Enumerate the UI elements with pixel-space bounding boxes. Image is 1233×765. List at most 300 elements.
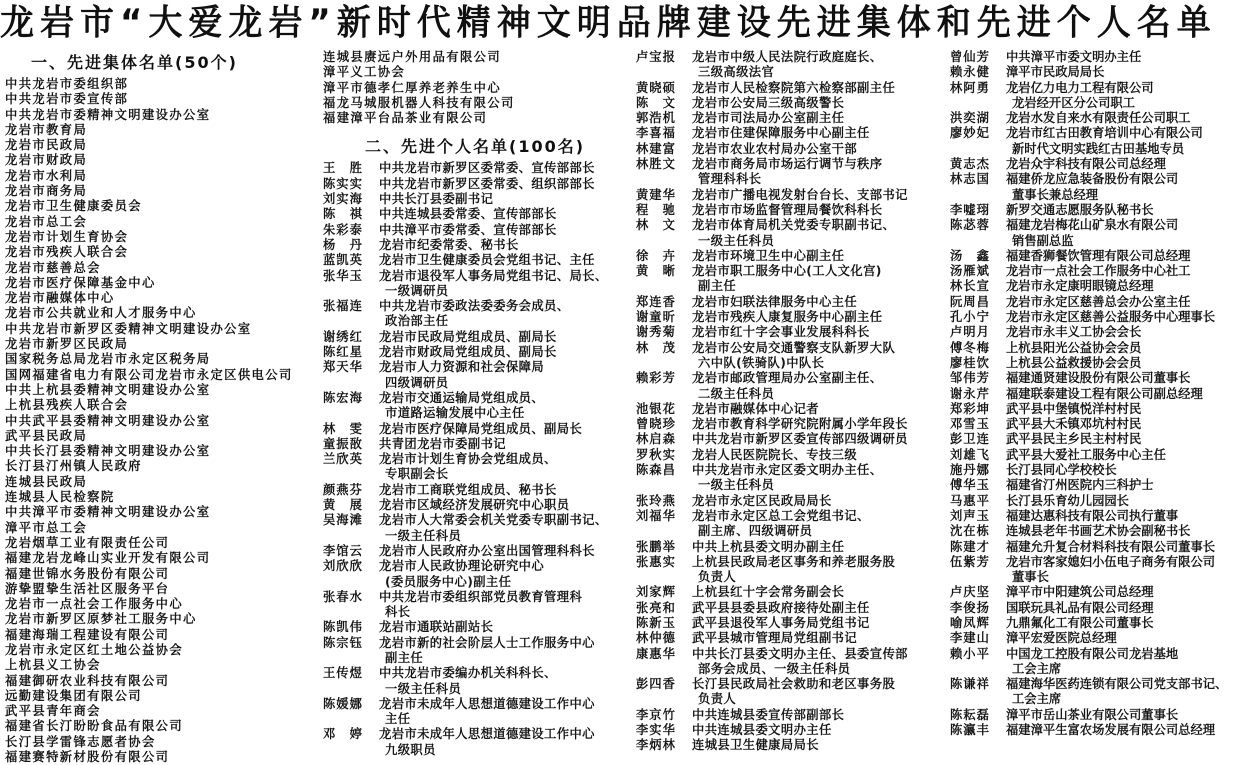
person-row (636, 677, 946, 708)
person-title: 长汀县同心学校校长 (1006, 463, 1117, 478)
person-row (950, 203, 1233, 218)
org-item: 龙岩市融媒体中心 (5, 291, 115, 306)
person-row (950, 218, 1233, 249)
person-row (950, 126, 1233, 157)
person-name: 施丹娜 (950, 463, 990, 478)
person-title: 龙岩市永丰义工协会会长 (1006, 325, 1142, 340)
person-title: 龙岩市融媒体中心记者 (692, 401, 819, 416)
person-title: 武平县县委县政府接待处副主任 (692, 600, 870, 615)
person-row (950, 81, 1233, 112)
person-name: 李炳林 (636, 738, 676, 753)
collectives-column-2-and-individuals (323, 50, 631, 758)
person-name: 陈谦祥 (950, 677, 990, 692)
person-name: 赖彩芳 (636, 371, 676, 386)
person-row (950, 295, 1233, 310)
person-name: 陈瀛丰 (950, 723, 990, 738)
org-item: 龙岩市总工会 (5, 214, 88, 229)
person-name: 张春水 (323, 589, 363, 604)
person-name: 李京竹 (636, 707, 676, 722)
person-row (323, 345, 631, 360)
person-title: 龙岩市广播电视发射台台长、支部书记 (692, 187, 908, 202)
person-name: 林志国 (950, 172, 990, 187)
person-row (950, 417, 1233, 432)
person-title: 武平县大爱社工服务中心主任 (1006, 447, 1166, 462)
person-name: 刘实海 (323, 192, 363, 207)
org-item: 中共漳平市委精神文明建设办公室 (5, 505, 211, 520)
person-name: 林建富 (636, 141, 676, 156)
org-item: 上杭县义工协会 (5, 658, 101, 673)
person-name: 陈实实 (323, 176, 363, 191)
person-title: 龙岩市民政局党组成员、副局长 (379, 329, 557, 344)
person-row (323, 452, 631, 483)
person-name: 林启森 (636, 432, 676, 447)
person-row (323, 437, 631, 452)
person-title: 上杭县民政局老区事务和养老服务股 负责人 (692, 554, 896, 585)
person-name: 陈凯伟 (323, 620, 363, 635)
org-item: 福建赛特新材股份有限公司 (5, 750, 170, 765)
person-title: 长汀县乐育幼儿园园长 (1006, 493, 1129, 508)
person-name: 刘福华 (636, 508, 676, 523)
org-item: 龙岩市医疗保障基金中心 (5, 275, 156, 290)
person-name: 王传煜 (323, 666, 363, 681)
person-name: 傅华玉 (950, 478, 990, 493)
individuals-column-3 (950, 50, 1233, 738)
org-item: 国家税务总局龙岩市永定区税务局 (5, 352, 211, 367)
person-row (636, 585, 946, 600)
org-item: 远勤建设集团有限公司 (5, 688, 142, 703)
person-title: 中共龙岩市永定区委文明办主任、 一级主任科员 (692, 463, 883, 493)
person-title: 上杭县阳光公益协会会员 (1006, 340, 1142, 355)
person-name: 陈新玉 (636, 615, 676, 630)
person-row (950, 249, 1233, 264)
person-name: 张鹏举 (636, 539, 676, 554)
person-title: 中共龙岩市新罗区委常委、宣传部部长 (379, 161, 595, 176)
person-row (636, 631, 946, 646)
org-item: 福建龙岩龙峰山实业开发有限公司 (5, 551, 211, 566)
person-title: 中国龙工控股有限公司龙岩基地 工会主席 (1006, 646, 1179, 676)
person-name: 曾仙芳 (950, 50, 990, 64)
person-title: 龙岩市商务局市场运行调节与秩序 管理科科长 (692, 157, 883, 187)
person-name: 郑天华 (323, 360, 363, 375)
person-title: 龙岩亿力电力工程有限公司 龙岩经开区分公司职工 (1006, 80, 1154, 110)
person-name: 陈 祺 (323, 207, 363, 222)
person-row (323, 590, 631, 621)
person-name: 邓 婷 (323, 727, 363, 742)
person-row (636, 111, 946, 126)
person-row (950, 325, 1233, 340)
person-title: 龙岩市残疾人康复服务中心副主任 (692, 310, 883, 325)
person-name: 刘声玉 (950, 508, 990, 523)
person-row (323, 177, 631, 192)
person-name: 喻凤辉 (950, 615, 990, 630)
person-title: 上杭县公益救援协会会员 (1006, 355, 1142, 370)
person-name: 邹伟芳 (950, 371, 990, 386)
person-row (636, 738, 946, 753)
person-name: 陈森昌 (636, 463, 676, 478)
person-title: 龙岩市人民政协理论研究中心 (委员服务中心)副主任 (379, 559, 545, 589)
person-name: 郭浩机 (636, 111, 676, 126)
individuals-list-1 (323, 161, 631, 758)
person-row (636, 402, 946, 417)
person-name: 林仲德 (636, 631, 676, 646)
person-row (323, 207, 631, 222)
person-name: 李嘘珝 (950, 202, 990, 217)
org-item: 龙岩市慈善总会 (5, 260, 101, 275)
person-row (636, 509, 946, 540)
person-name: 黄志杰 (950, 157, 990, 172)
person-name: 谢童昕 (636, 310, 676, 325)
person-title: 福建省汀州医院内三科护士 (1006, 478, 1154, 493)
person-title: 漳平宏爱医院总经理 (1006, 631, 1117, 646)
person-row (950, 172, 1233, 203)
person-name: 赖永健 (950, 65, 990, 80)
person-title: 福建通贤建设股份有限公司董事长 (1006, 371, 1191, 386)
person-title: 长汀县民政局社会救助和老区事务股 负责人 (692, 677, 896, 707)
org-item: 连城县人民检察院 (5, 490, 115, 505)
org-item: 龙岩市民政局 (5, 138, 88, 153)
person-title: 连城县老年书画艺术协会副秘书长 (1006, 524, 1191, 539)
person-name: 卢明月 (950, 325, 990, 340)
person-title: 龙岩市交通运输局党组成员、 市道路运输发展中心主任 (379, 390, 545, 421)
person-title: 龙岩众宇科技有限公司总经理 (1006, 157, 1166, 172)
person-title: 福建联泰建设工程有限公司副总经理 (1006, 386, 1203, 401)
person-name: 陈苾蓉 (950, 218, 990, 233)
person-row (323, 513, 631, 544)
collectives-list-1 (5, 77, 317, 765)
person-row (950, 540, 1233, 555)
person-name: 张华玉 (323, 268, 363, 283)
person-name: 王 胜 (323, 161, 363, 176)
person-name: 程 驰 (636, 202, 676, 217)
person-title: 龙岩市公安局三级高级警长 (692, 95, 845, 110)
person-row (323, 422, 631, 437)
person-title: 龙岩市永定康明眼镜总经理 (1006, 279, 1154, 294)
person-title: 龙岩市农业农村局办公室干部 (692, 141, 858, 156)
person-row (323, 697, 631, 728)
collectives-list-2 (323, 50, 631, 126)
person-name: 兰欣英 (323, 452, 363, 467)
person-row (323, 559, 631, 590)
person-row (950, 264, 1233, 279)
person-row (323, 269, 631, 300)
person-name: 洪奕湖 (950, 111, 990, 126)
person-name: 张惠实 (636, 554, 676, 569)
person-row (636, 540, 946, 555)
person-name: 黄 展 (323, 498, 363, 513)
person-name: 傅冬梅 (950, 340, 990, 355)
person-name: 刘欣欣 (323, 559, 363, 574)
person-title: 龙岩市一点社会工作服务中心社工 (1006, 264, 1191, 279)
person-row (636, 341, 946, 372)
person-name: 陈耘磊 (950, 707, 990, 722)
person-row (636, 188, 946, 203)
person-row (323, 299, 631, 330)
person-title: 龙岩市教育科学研究院附属小学年段长 (692, 417, 908, 432)
org-item: 中共长汀县委精神文明建设办公室 (5, 444, 211, 459)
person-row (636, 126, 946, 141)
org-item: 上杭县残疾人联合会 (5, 398, 129, 413)
person-name: 汤 鑫 (950, 248, 990, 263)
person-title: 福建侨龙应急装备股份有限公司 董事长兼总经理 (1006, 172, 1179, 202)
person-title: 龙岩市未成年人思想道德建设工作中心 主任 (379, 696, 595, 727)
person-title: 龙岩市财政局党组成员、副局长 (379, 345, 557, 360)
person-title: 武平县民主乡民主村村民 (1006, 432, 1142, 447)
section-heading-collectives: 一、先进集体名单(50个) (31, 53, 238, 72)
person-title: 漳平市中阳建筑公司总经理 (1006, 585, 1154, 600)
person-name: 陈媛娜 (323, 696, 363, 711)
person-title: 九鼎氟化工有限公司董事长 (1006, 615, 1154, 630)
person-title: 国联玩具礼品有限公司经理 (1006, 600, 1154, 615)
person-row (636, 203, 946, 218)
person-title: 福建允升复合材料科技有限公司董事长 (1006, 539, 1216, 554)
individuals-list-2 (636, 50, 946, 754)
person-row (950, 65, 1233, 80)
org-item: 福建世锦水务股份有限公司 (5, 566, 170, 581)
org-item: 龙岩市水利局 (5, 168, 88, 183)
person-row (950, 631, 1233, 646)
person-row (323, 498, 631, 513)
person-title: 漳平市民政局局长 (1006, 65, 1105, 80)
section-heading-individuals: 二、先进个人名单(100名) (365, 137, 586, 157)
person-name: 郑连香 (636, 294, 676, 309)
person-title: 龙岩市住建保障服务中心副主任 (692, 126, 870, 141)
person-row (636, 723, 946, 738)
person-row (950, 494, 1233, 509)
person-row (323, 161, 631, 176)
person-name: 黄建华 (636, 187, 676, 202)
person-row (950, 708, 1233, 723)
org-item: 中共上杭县委精神文明建设办公室 (5, 382, 211, 397)
person-title: 福建龙岩梅花山矿泉水有限公司 销售副总监 (1006, 218, 1179, 248)
org-item: 连城县赓远户外用品有限公司 (323, 50, 502, 64)
person-name: 杨 丹 (323, 237, 363, 252)
person-row (323, 223, 631, 238)
person-row (950, 647, 1233, 678)
person-name: 张福连 (323, 299, 363, 314)
individuals-column-2 (636, 50, 946, 754)
person-name: 谢绣红 (323, 329, 363, 344)
person-name: 陈红星 (323, 345, 363, 360)
person-name: 林胜文 (636, 157, 676, 172)
person-title: 中共龙岩市委组织部党员教育管理科 科长 (379, 589, 583, 620)
person-name: 林长宣 (950, 279, 990, 294)
person-name: 廖妙妃 (950, 126, 990, 141)
person-title: 龙岩市永定区总工会党组书记、 副主席、四级调研员 (692, 508, 870, 539)
person-name: 马惠平 (950, 493, 990, 508)
person-title: 中共龙岩市新罗区委宣传部四级调研员 (692, 432, 908, 447)
person-name: 林 雯 (323, 421, 363, 436)
person-row (636, 81, 946, 96)
person-row (950, 371, 1233, 386)
person-title: 龙岩市未成年人思想道德建设工作中心 九级职员 (379, 727, 595, 757)
person-name: 卢宝报 (636, 50, 676, 64)
person-title: 龙岩市妇联法律服务中心主任 (692, 294, 858, 309)
person-row (323, 727, 631, 758)
person-name: 颜燕芬 (323, 482, 363, 497)
person-title: 福建漳平生富农场发展有限公司总经理 (1006, 723, 1216, 738)
org-item: 长汀县学雷锋志愿者协会 (5, 734, 156, 749)
person-name: 黄 晰 (636, 264, 676, 279)
org-item: 漳平义工协会 (323, 65, 406, 80)
person-row (950, 111, 1233, 126)
person-row (950, 524, 1233, 539)
person-title: 龙岩市人大常委会机关党委专职副书记、 一级主任科员 (379, 513, 608, 543)
person-row (636, 555, 946, 586)
org-item: 武平县青年商会 (5, 704, 101, 719)
person-name: 黄晓硕 (636, 80, 676, 95)
person-row (636, 601, 946, 616)
person-row (636, 647, 946, 678)
org-item: 龙岩市计划生育协会 (5, 229, 129, 244)
person-row (950, 463, 1233, 478)
person-row (636, 310, 946, 325)
org-item: 龙岩市残疾人联合会 (5, 245, 129, 260)
person-title: 龙岩市邮政管理局办公室副主任、 二级主任科员 (692, 371, 883, 401)
person-name: 沈在栋 (950, 524, 990, 539)
person-row (636, 157, 946, 188)
person-title: 龙岩市人民检察院第六检察部副主任 (692, 80, 896, 95)
person-row (950, 723, 1233, 738)
person-title: 福建海华医药连锁有限公司党支部书记、 工会主席 (1006, 677, 1228, 707)
person-title: 龙岩市客家媳妇小伍电子商务有限公司 董事长 (1006, 554, 1216, 585)
person-title: 龙岩水发自来水有限责任公司职工 (1006, 111, 1191, 126)
person-title: 武平县城市管理局党组副书记 (692, 631, 858, 646)
person-name: 伍紫芳 (950, 554, 990, 569)
person-title: 中共连城县委宣传部副部长 (692, 707, 845, 722)
person-row (636, 50, 946, 81)
person-row (950, 555, 1233, 586)
person-row (950, 601, 1233, 616)
person-name: 谢永芹 (950, 386, 990, 401)
person-title: 龙岩市永定区慈善总会办公室主任 (1006, 294, 1191, 309)
org-item: 中共龙岩市委宣传部 (5, 92, 129, 107)
person-title: 龙岩市司法局办公室副主任 (692, 111, 845, 126)
person-row (950, 432, 1233, 447)
org-item: 中共龙岩市新罗区委精神文明建设办公室 (5, 321, 252, 336)
person-title: 龙岩人民医院院长、专技三级 (692, 447, 858, 462)
person-name: 康惠华 (636, 646, 676, 661)
person-title: 龙岩市市场监督管理局餐饮科科长 (692, 202, 883, 217)
person-name: 陈 文 (636, 95, 676, 110)
person-title: 武平县退役军人事务局党组书记 (692, 615, 870, 630)
person-title: 龙岩市红十字会事业发展科科长 (692, 325, 870, 340)
person-title: 中共漳平市委文明办主任 (1006, 50, 1142, 64)
person-name: 卢庆坚 (950, 585, 990, 600)
person-row (323, 391, 631, 422)
person-name: 林 文 (636, 218, 676, 233)
person-title: 龙岩市职工服务中心(工人文化宫) 副主任 (692, 264, 882, 294)
person-name: 徐 卉 (636, 248, 676, 263)
person-row (323, 238, 631, 253)
person-row (950, 478, 1233, 493)
person-row (950, 509, 1233, 524)
person-title: 新罗交通志愿服务队秘书长 (1006, 202, 1154, 217)
person-name: 曾晓珍 (636, 417, 676, 432)
person-name: 童振敔 (323, 436, 363, 451)
person-row (950, 50, 1233, 65)
person-title: 福建香狮餐饮管理有限公司总经理 (1006, 248, 1191, 263)
person-title: 龙岩市永定区慈善公益服务中心理事长 (1006, 310, 1216, 325)
org-item: 龙岩市财政局 (5, 153, 88, 168)
org-item: 福建省长汀盼盼食品有限公司 (5, 719, 184, 734)
person-row (950, 279, 1233, 294)
person-row (323, 330, 631, 345)
person-name: 林阿勇 (950, 80, 990, 95)
person-row (636, 448, 946, 463)
person-name: 汤雁斌 (950, 264, 990, 279)
org-item: 龙岩市卫生健康委员会 (5, 199, 142, 214)
person-row (950, 616, 1233, 631)
person-title: 龙岩市体育局机关党委专职副书记、 一级主任科员 (692, 218, 896, 248)
person-name: 彭四香 (636, 677, 676, 692)
person-row (323, 636, 631, 667)
person-row (323, 666, 631, 697)
person-row (636, 264, 946, 295)
person-name: 阮周昌 (950, 294, 990, 309)
org-item: 龙岩市新罗区民政局 (5, 337, 129, 352)
org-item: 漳平市总工会 (5, 520, 88, 535)
person-name: 李喜福 (636, 126, 676, 141)
person-name: 朱彩泰 (323, 222, 363, 237)
org-item: 龙岩市教育局 (5, 122, 88, 137)
org-item: 中共武平县委精神文明建设办公室 (5, 413, 211, 428)
page-title: 龙岩市“大爱龙岩”新时代精神文明品牌建设先进集体和先进个人名单 (0, 2, 1217, 44)
person-name: 赖小平 (950, 646, 990, 661)
person-title: 龙岩市人力资源和社会保障局 四级调研员 (379, 360, 545, 390)
org-item: 福建海瑞工程建设有限公司 (5, 627, 170, 642)
person-name: 陈建才 (950, 539, 990, 554)
person-name: 邓雪玉 (950, 417, 990, 432)
org-item: 龙岩市新罗区原梦社工服务中心 (5, 612, 197, 627)
person-title: 中共长汀县委副书记 (379, 192, 494, 207)
person-row (950, 585, 1233, 600)
org-item: 长汀县汀州镇人民政府 (5, 459, 142, 474)
org-item: 连城县民政局 (5, 474, 88, 489)
org-item: 龙岩市永定区红土地公益协会 (5, 642, 184, 657)
person-name: 郑彩坤 (950, 401, 990, 416)
org-item: 游挚盟挚生活社区服务平台 (5, 581, 170, 596)
person-title: 漳平市岳山茶业有限公司董事长 (1006, 707, 1179, 722)
person-title: 龙岩市退役军人事务局党组书记、局长、 一级调研员 (379, 268, 608, 298)
person-title: 龙岩市区域经济发展研究中心职员 (379, 498, 570, 513)
org-item: 中共龙岩市委组织部 (5, 77, 129, 91)
person-name: 蓝凯英 (323, 253, 363, 268)
collectives-column-1 (5, 50, 317, 765)
person-row (950, 448, 1233, 463)
person-title: 武平县中堡镇悦洋村村民 (1006, 401, 1142, 416)
person-row (950, 341, 1233, 356)
person-title: 龙岩市人民政府办公室出国管理科科长 (379, 543, 595, 558)
person-row (636, 371, 946, 402)
person-row (636, 432, 946, 447)
person-name: 谢秀菊 (636, 325, 676, 340)
person-title: 中共连城县委文明办主任 (692, 723, 832, 738)
person-name: 李建山 (950, 631, 990, 646)
individuals-list-3 (950, 50, 1233, 738)
person-title: 龙岩市纪委常委、秘书长 (379, 237, 519, 252)
person-title: 龙岩市卫生健康委员会党组书记、主任 (379, 253, 595, 268)
person-name: 林 茂 (636, 340, 676, 355)
person-row (323, 192, 631, 207)
person-row (636, 96, 946, 111)
person-row (323, 253, 631, 268)
person-title: 中共上杭县委文明办副主任 (692, 539, 845, 554)
org-item: 福建漳平台品茶业有限公司 (323, 111, 488, 126)
person-title: 龙岩市红古田教育培训中心有限公司 新时代文明实践红古田基地专员 (1006, 126, 1203, 156)
person-row (323, 620, 631, 635)
person-name: 李馆云 (323, 543, 363, 558)
person-title: 龙岩市永定区民政局局长 (692, 493, 832, 508)
